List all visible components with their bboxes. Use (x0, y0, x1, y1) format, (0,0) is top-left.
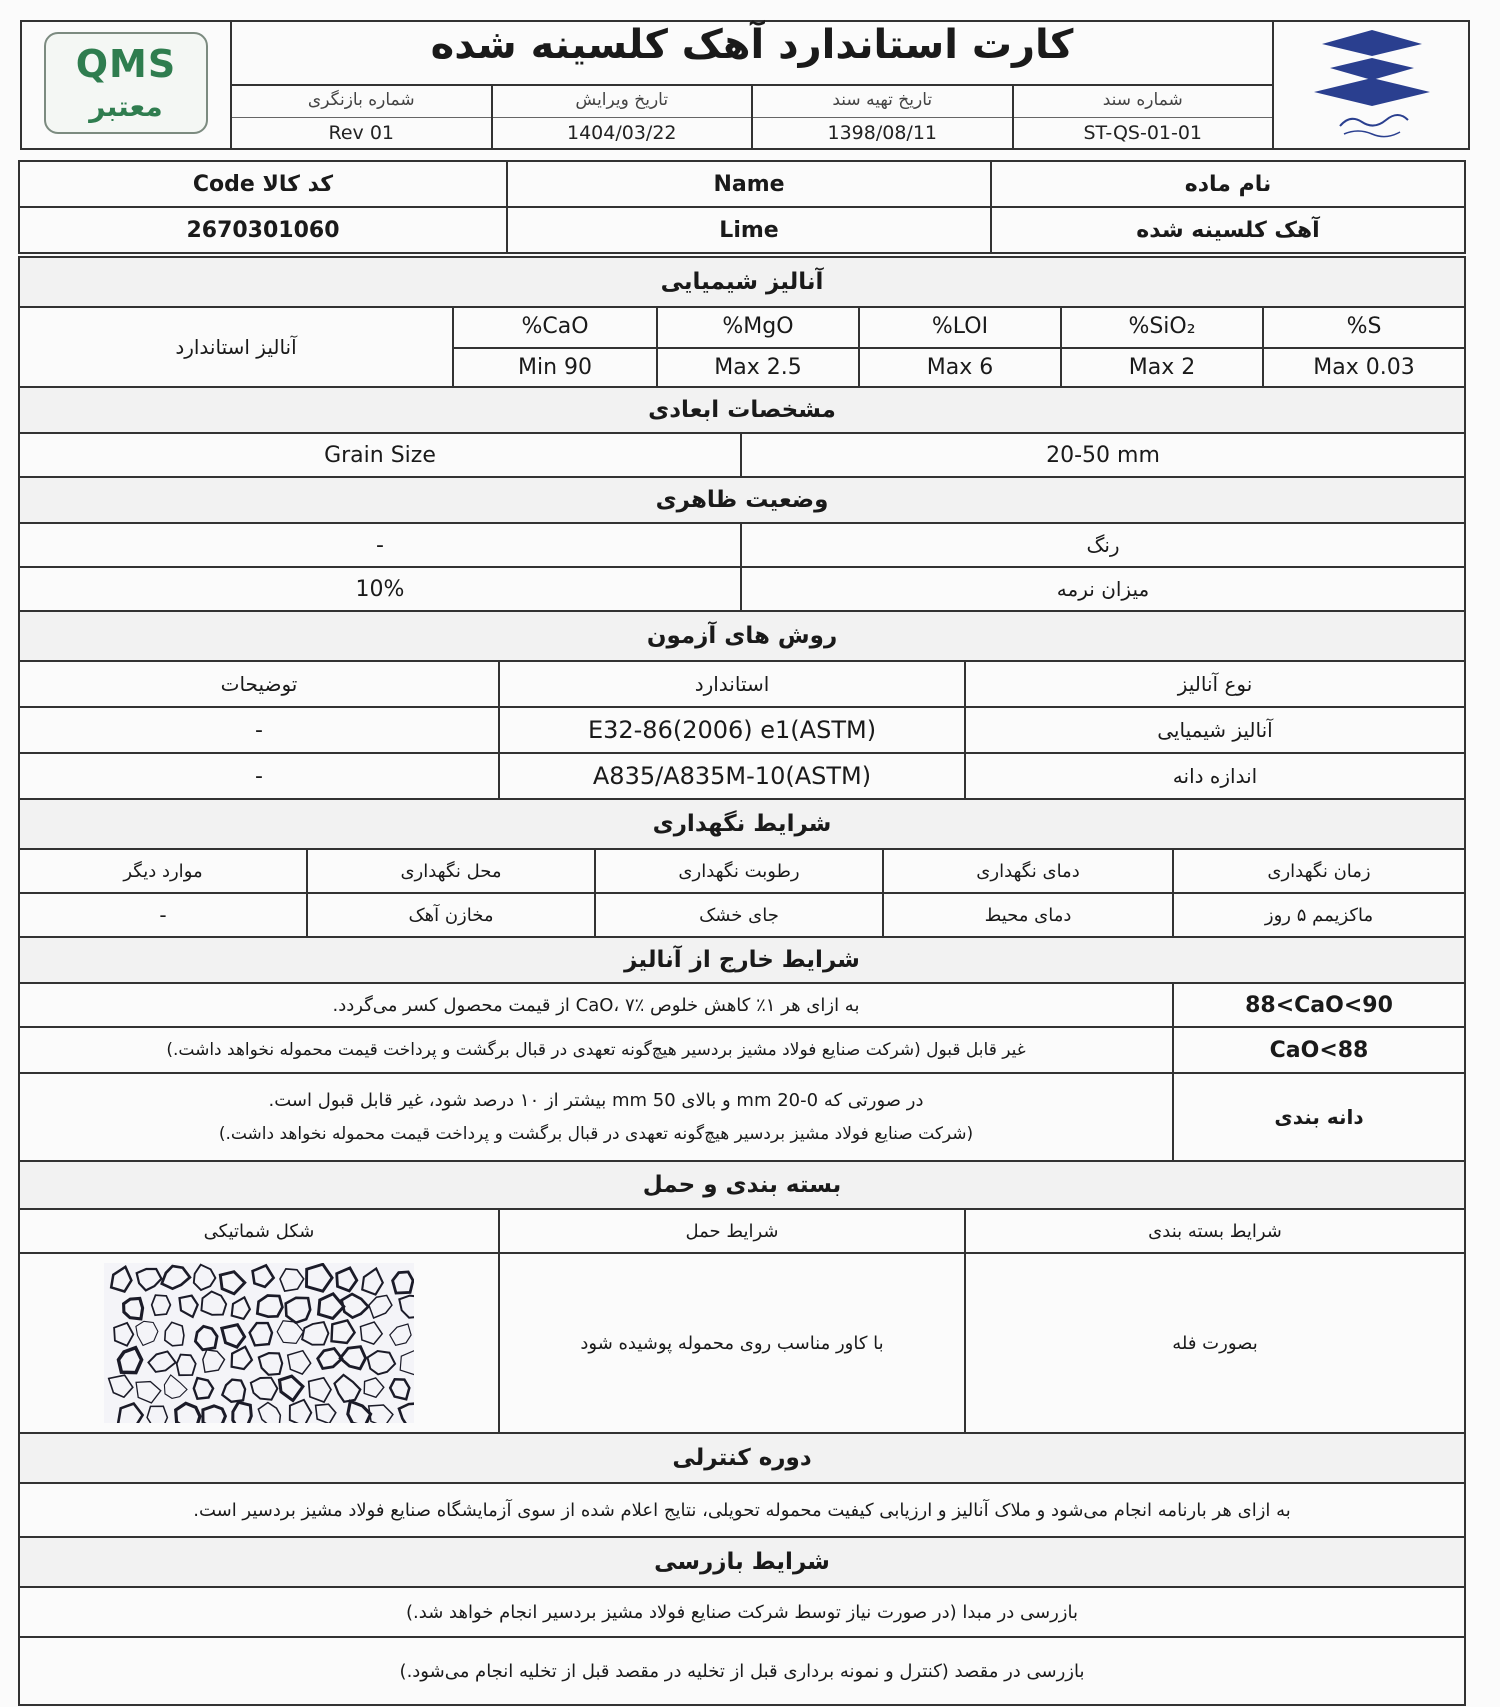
chem-name-s: %S (1264, 307, 1464, 349)
fines-value: 10% (355, 576, 405, 602)
test-notes-header: توضیحات (220, 672, 298, 696)
storage-value-other: - (159, 903, 167, 927)
inspection-destination-text: بازرسی در مقصد (کنترل و نمونه برداری قبل از تخلیه در مقصد قبل از تخلیه انجام می‌شود.) (399, 1660, 1085, 1682)
storage-section-header (20, 800, 1464, 850)
color-value: - (376, 532, 384, 558)
chemical-section-header (20, 258, 1464, 308)
test-standard-header: استاندارد (498, 662, 964, 706)
chem-value-mgo: Max 2.5 (714, 355, 802, 380)
out-of-spec-text: در صورتی که 0-20 mm و بالای 50 mm بیشتر از ۱۰ درصد شود، غیر قابل قبول است. (268, 1089, 924, 1111)
test-methods-header-row (20, 662, 1464, 708)
chem-col-loi (858, 308, 1060, 386)
chem-value-sio2: Max 2 (1128, 355, 1196, 380)
qms-logo-subtext: معتبر (89, 90, 163, 123)
document-meta (232, 84, 1272, 148)
chem-name-sio2: %SiO₂ (1062, 307, 1262, 349)
fines-label: میزان نرمه (740, 568, 1464, 610)
test-standard-value: A835/A835M-10(ASTM) (498, 754, 964, 798)
inspection-row (20, 1638, 1464, 1704)
chemical-title: آنالیز شیمیایی (20, 258, 1464, 306)
test-type-value: آنالیز شیمیایی (964, 708, 1464, 752)
test-method-row (20, 754, 1464, 800)
appearance-title: وضعیت ظاهری (20, 478, 1464, 522)
code-label: Code کد کالا (192, 171, 334, 197)
meta-doc-date: تاریخ تهیه سند 1398/08/11 (751, 84, 1012, 148)
storage-header-humidity: رطوبت نگهداری (594, 850, 882, 892)
material-code: 2670301060 (186, 217, 340, 243)
inspection-row (20, 1588, 1464, 1638)
chem-col-s (1262, 308, 1464, 386)
control-period-section-header (20, 1434, 1464, 1484)
page-title: کارت استاندارد آهک کلسینه شده (232, 22, 1272, 86)
chem-value-cao: Min 90 (517, 355, 593, 380)
packaging-section-header (20, 1162, 1464, 1210)
test-methods-title: روش های آزمون (20, 612, 1464, 660)
packaging-diagram-header: شکل شماتیکی (203, 1220, 315, 1242)
out-of-spec-condition: CaO<88 (1172, 1028, 1464, 1072)
storage-header-row (20, 850, 1464, 894)
dimensional-section-header (20, 388, 1464, 434)
grain-size-value: 20-50 mm (740, 434, 1464, 476)
company-logo-area (1272, 22, 1468, 148)
control-period-title: دوره کنترلی (20, 1434, 1464, 1482)
chem-col-sio2 (1060, 308, 1262, 386)
inspection-origin-text: بازرسی در مبدا (در صورت نیاز توسط شرکت صنایع فولاد مشیز بردسیر انجام خواهد شد.) (406, 1601, 1078, 1623)
storage-title: شرایط نگهداری (20, 800, 1464, 848)
packaging-transport-value: با کاور مناسب روی محموله پوشیده شود (498, 1254, 964, 1432)
storage-value-temperature: دمای محیط (882, 894, 1172, 936)
grain-size-row (20, 434, 1464, 478)
dimensional-title: مشخصات ابعادی (20, 388, 1464, 432)
packaging-packing-header: شرایط بسته بندی (964, 1210, 1464, 1252)
chem-col-mgo (656, 308, 858, 386)
storage-value-time: ماکزیمم ۵ روز (1172, 894, 1464, 936)
chem-col-cao (452, 308, 656, 386)
packaging-header-row (20, 1210, 1464, 1254)
packaging-title: بسته بندی و حمل (20, 1162, 1464, 1208)
control-period-text: به ازای هر بارنامه انجام می‌شود و ملاک آنالیز و ارزیابی کیفیت محموله تحویلی، نتایج اعلام شده از سوی آزمایشگاه صنایع فولاد مشیز بردسیر است. (193, 1499, 1291, 1521)
chem-name-loi: %LOI (860, 307, 1060, 349)
storage-value-humidity: جای خشک (594, 894, 882, 936)
out-of-spec-text-block (20, 1074, 1172, 1160)
meta-doc-number: شماره سند ST-QS-01-01 (1012, 84, 1273, 148)
appearance-fines-row (20, 568, 1464, 612)
storage-header-other: موارد دیگر (123, 860, 203, 882)
inspection-section-header (20, 1538, 1464, 1588)
spec-table (18, 256, 1466, 1706)
out-of-spec-row (20, 1074, 1464, 1162)
material-header-row (20, 162, 1464, 208)
meta-revision: شماره بازنگری Rev 01 (232, 84, 491, 148)
header-center (232, 22, 1272, 148)
test-standard-value: E32-86(2006) e1(ASTM) (498, 708, 964, 752)
test-type-value: اندازه دانه (964, 754, 1464, 798)
color-label: رنگ (740, 524, 1464, 566)
packaging-packing-value: بصورت فله (964, 1254, 1464, 1432)
out-of-spec-condition: دانه بندی (1172, 1074, 1464, 1160)
packaging-diagram-cell (20, 1254, 498, 1432)
storage-value-row (20, 894, 1464, 938)
out-of-spec-text: به ازای هر ۱٪ کاهش خلوص CaO، ۷٪ از قیمت محصول کسر می‌گردد. (332, 994, 860, 1016)
storage-header-time: زمان نگهداری (1172, 850, 1464, 892)
chem-value-loi: Max 6 (926, 355, 994, 380)
chem-name-cao: %CaO (454, 307, 656, 349)
chemical-analysis-row (20, 308, 1464, 388)
lime-granules-image (104, 1263, 414, 1423)
storage-header-location: محل نگهداری (306, 850, 594, 892)
qms-logo-area (22, 22, 232, 148)
out-of-spec-condition: 88<CaO<90 (1172, 984, 1464, 1026)
material-value-row (20, 208, 1464, 252)
chem-value-s: Max 0.03 (1313, 355, 1415, 380)
storage-value-location: مخازن آهک (306, 894, 594, 936)
test-notes-value: - (255, 763, 263, 789)
out-of-spec-title: شرایط خارج از آنالیز (20, 938, 1464, 982)
material-name-fa: آهک کلسینه شده (990, 208, 1464, 252)
qms-stamp-logo (44, 32, 208, 134)
chem-name-mgo: %MgO (658, 307, 858, 349)
qms-logo-text: QMS (75, 42, 177, 86)
chemical-row-label: آنالیز استاندارد (175, 335, 297, 359)
test-methods-section-header (20, 612, 1464, 662)
out-of-spec-text-note: (شرکت صنایع فولاد مشیز بردسیر هیچ‌گونه تعهدی در قبال برگشت و پرداخت قیمت محموله نخواهد داشت.) (218, 1123, 974, 1144)
out-of-spec-row (20, 1028, 1464, 1074)
inspection-title: شرایط بازرسی (20, 1538, 1464, 1586)
appearance-section-header (20, 478, 1464, 524)
packaging-transport-header: شرایط حمل (498, 1210, 964, 1252)
packaging-value-row (20, 1254, 1464, 1434)
appearance-color-row (20, 524, 1464, 568)
name-label-fa: نام ماده (990, 162, 1464, 206)
out-of-spec-section-header (20, 938, 1464, 984)
storage-header-temperature: دمای نگهداری (882, 850, 1172, 892)
meta-edit-date: تاریخ ویرایش 1404/03/22 (491, 84, 752, 148)
document-header (20, 20, 1470, 150)
grain-size-label: Grain Size (324, 442, 436, 468)
control-period-row (20, 1484, 1464, 1538)
out-of-spec-row (20, 984, 1464, 1028)
test-notes-value: - (255, 717, 263, 743)
name-label-en: Name (506, 162, 990, 206)
company-logo-icon (1274, 22, 1470, 148)
test-method-row (20, 708, 1464, 754)
material-table (18, 160, 1466, 254)
test-type-header: نوع آنالیز (964, 662, 1464, 706)
material-name-en: Lime (506, 208, 990, 252)
out-of-spec-text: غیر قابل قبول (شرکت صنایع فولاد مشیز بردسیر هیچ‌گونه تعهدی در قبال برگشت و پرداخت قیمت محموله نخواهد داشت.) (166, 1040, 1026, 1060)
